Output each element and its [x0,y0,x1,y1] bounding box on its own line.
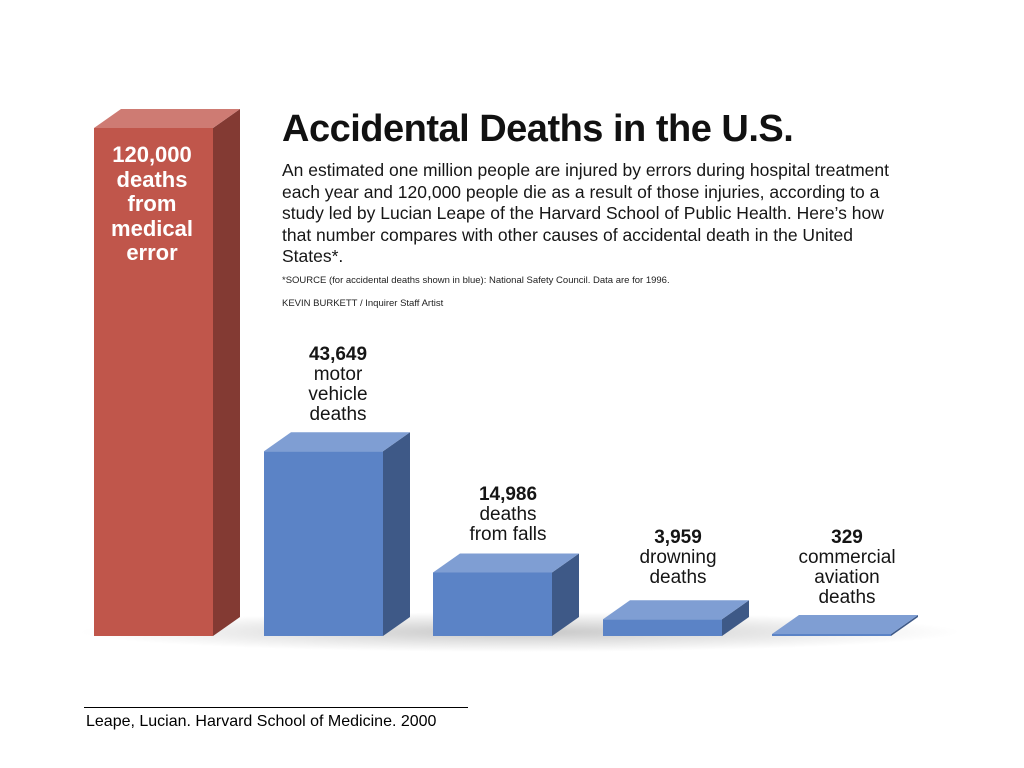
bar-falls [433,554,579,636]
artist-credit: KEVIN BURKETT / Inquirer Staff Artist [282,298,444,309]
bar-category-label: vehicle [308,384,368,405]
bar-category-label: error [126,240,178,265]
bar-category-label: deaths [309,404,367,425]
chart-title: Accidental Deaths in the U.S. [282,108,794,150]
bar-category-label: deaths [479,504,537,525]
bar-front-face [264,451,383,636]
bar-label-drowning [608,528,748,588]
bar-label-aviation [772,528,922,608]
bar-value-label: 14,986 [478,484,538,505]
bar-side-face [213,109,240,636]
bar-value-label: 120,000 [112,142,192,167]
bar-category-label: from falls [469,524,547,545]
bar-motor-vehicle [264,432,410,636]
footer-citation: Leape, Lucian. Harvard School of Medicine. 2000 [86,713,437,730]
bar-side-face [383,432,410,636]
bar-front-face [603,619,722,636]
bar-value-label: 43,649 [308,344,368,365]
bar-category-label: deaths [649,567,707,588]
bar-category-label: commercial [798,547,896,568]
bar-category-label: motor [313,364,363,385]
bar-category-label: from [127,191,177,216]
bar-label-motor-vehicle [268,345,408,425]
bar-front-face [433,573,552,636]
bar-category-label: deaths [818,587,876,608]
bar-category-label: medical [111,215,193,241]
source-note: *SOURCE (for accidental deaths shown in blue): National Safety Council. Data are for 1996. [282,275,670,286]
bar-front-face [772,634,891,636]
bar-label-falls [438,485,578,545]
bar-value-label: 3,959 [654,527,702,548]
footer-divider [84,707,468,708]
chart-description: An estimated one million people are injured by errors during hospital treatment each year and 120,000 people die as a result of those injuries, according to a study led by Lucian Leape of the Harvard School of Public Health. Here’s how that number compares with other causes of accidental death in the United States*. [282,160,889,266]
bar-category-label: aviation [814,567,880,588]
bar-category-label: deaths [116,166,188,192]
bar-drowning [603,600,749,636]
bar-label-medical-error [94,143,210,266]
bar-value-label: 329 [831,527,863,548]
bar-category-label: drowning [639,547,717,568]
